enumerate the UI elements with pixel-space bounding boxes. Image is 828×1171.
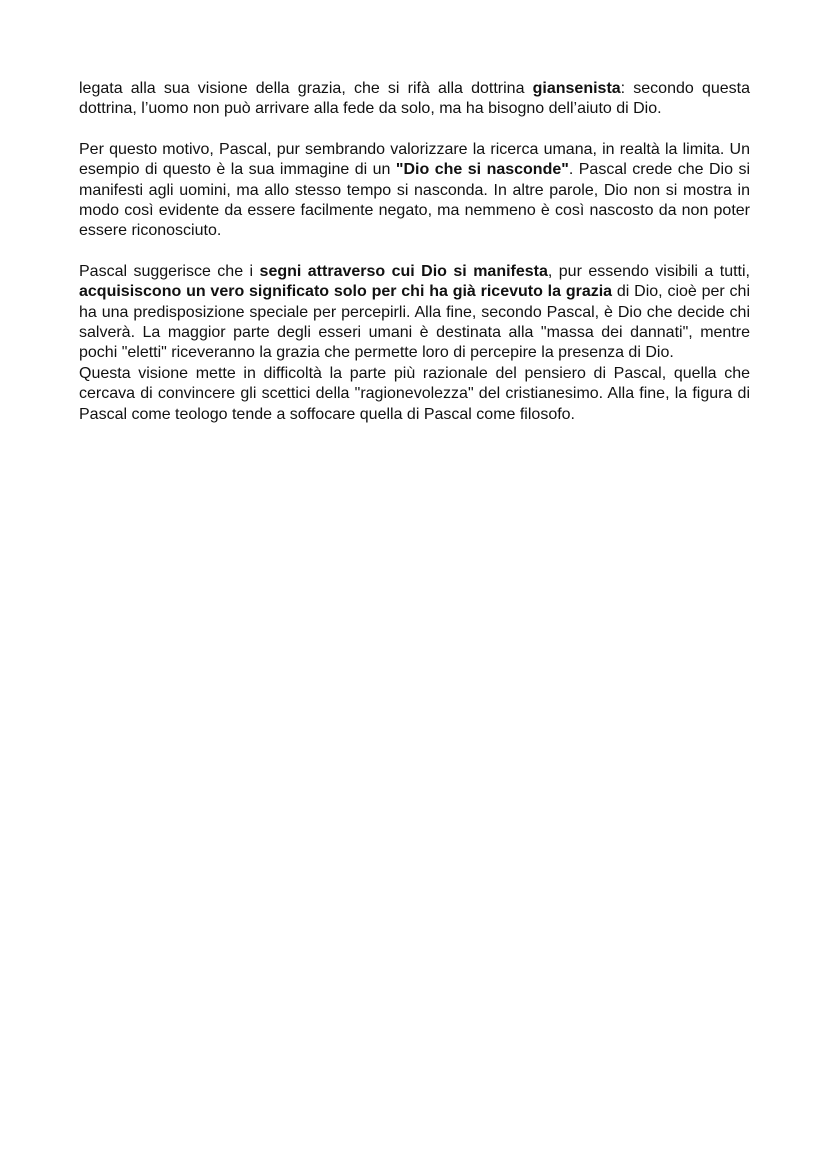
text-segment: Questa visione mette in difficoltà la parte più razionale del pensiero di Pascal, quella che cercava di convincere gli scettici della "ragionevolezza" del cristianesimo. Alla fine, la figura di Pascal come teologo tende a soffocare quella di Pascal come filosofo. bbox=[79, 364, 750, 423]
text-segment: di Dio, cioè per chi ha una predisposizione speciale per percepirli. Alla fine, secondo Pascal, è Dio che decide chi salverà. La maggior parte degli esseri umani è destinata alla "massa dei dannati", mentre pochi "eletti" riceveranno la grazia che permette loro di percepire la presenza di Dio. bbox=[79, 283, 751, 362]
paragraph-signs-of-god bbox=[79, 262, 750, 364]
paragraph-hidden-god bbox=[79, 140, 750, 242]
paragraph-grace-jansenism bbox=[79, 79, 750, 120]
text-segment: , pur essendo visibili a tutti, bbox=[547, 262, 751, 280]
text-segment: . Pascal crede che Dio si manifesti agli uomini, ma allo stesso tempo si nasconda. In altre parole, Dio non si mostra in modo così evidente da essere facilmente negato, ma nemmeno è così nascosto da non poter essere riconosciuto. bbox=[79, 161, 751, 240]
bold-term-dio-che-si-nasconde: "Dio che si nasconde" bbox=[395, 161, 569, 179]
document-page bbox=[79, 79, 750, 425]
bold-term-significato: acquisiscono un vero significato solo per chi ha già ricevuto la grazia bbox=[79, 283, 613, 301]
text-segment: : secondo questa dottrina, l’uomo non può arrivare alla fede da solo, ma ha bisogno dell’aiuto di Dio. bbox=[79, 80, 750, 118]
text-segment: Per questo motivo, Pascal, pur sembrando valorizzare la ricerca umana, in realtà la limita. Un esempio di questo è la sua immagine di un bbox=[79, 140, 750, 179]
text-segment: Pascal suggerisce che i bbox=[79, 262, 260, 280]
bold-term-giansenista: giansenista bbox=[532, 80, 621, 97]
paragraph-theologian-vs-philosopher bbox=[79, 364, 750, 425]
text-segment: legata alla sua visione della grazia, che si rifà alla dottrina bbox=[79, 80, 533, 97]
bold-term-segni: segni attraverso cui Dio si manifesta bbox=[259, 262, 548, 280]
